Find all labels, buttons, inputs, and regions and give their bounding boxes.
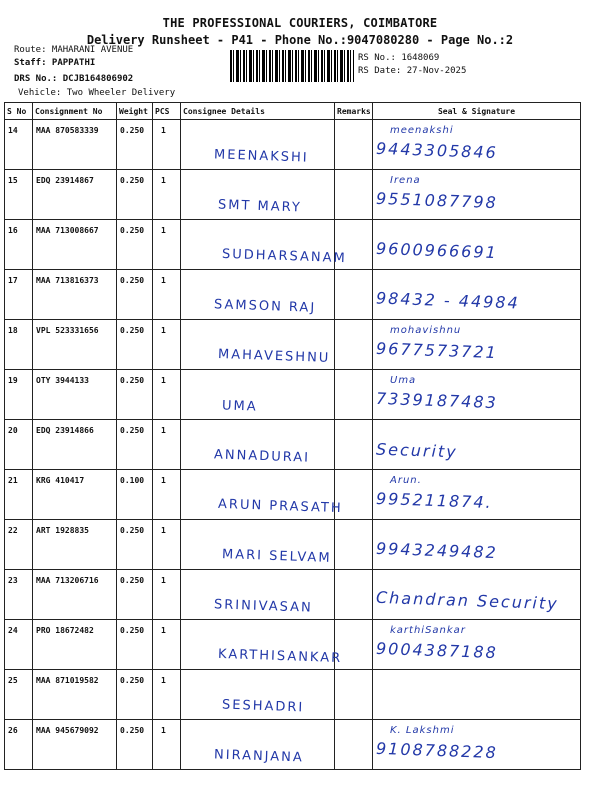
sno-value: 23 — [8, 576, 18, 585]
vehicle-label: Vehicle: Two Wheeler Delivery — [18, 88, 176, 98]
cell-weight — [117, 270, 153, 320]
weight-value: 0.250 — [120, 176, 145, 185]
signature-text: K. Lakshmi — [390, 725, 455, 736]
cell-pcs — [153, 470, 181, 520]
col-header-consignee: Consignee Details — [181, 103, 335, 120]
consignment-value: MAA 713008667 — [36, 226, 99, 235]
col-header-remarks: Remarks — [335, 103, 373, 120]
cell-remarks — [335, 320, 373, 370]
cell-pcs — [153, 520, 181, 570]
signature-text: Uma — [390, 375, 417, 386]
weight-value: 0.250 — [120, 426, 145, 435]
cell-consignment — [33, 420, 117, 470]
pcs-value: 1 — [161, 176, 166, 185]
consignee-handwritten-name: SUDHARSANAM — [221, 246, 347, 267]
cell-sno — [5, 470, 33, 520]
route-label: Route: MAHARANI AVENUE — [14, 45, 134, 55]
col-header-sno: S No — [5, 103, 33, 120]
pcs-value: 1 — [161, 576, 166, 585]
cell-remarks — [335, 370, 373, 420]
cell-weight — [117, 520, 153, 570]
cell-remarks — [335, 420, 373, 470]
pcs-value: 1 — [161, 426, 166, 435]
cell-sno — [5, 320, 33, 370]
signature-text: Irena — [390, 175, 421, 186]
weight-value: 0.250 — [120, 576, 145, 585]
weight-value: 0.100 — [120, 476, 145, 485]
cell-remarks — [335, 170, 373, 220]
drs-number: DRS No.: DCJB164806902 — [14, 74, 134, 84]
document-subtitle: Delivery Runsheet - P41 - Phone No.:9047080280 - Page No.:2 — [86, 33, 514, 47]
consignee-handwritten-name: SRINIVASAN — [213, 597, 313, 616]
cell-sno — [5, 670, 33, 720]
pcs-value: 1 — [161, 526, 166, 535]
cell-consignee — [181, 370, 335, 420]
pcs-value: 1 — [161, 226, 166, 235]
rs-number: RS No.: 1648069 — [358, 53, 440, 63]
cell-sno — [5, 270, 33, 320]
cell-pcs — [153, 220, 181, 270]
cell-weight — [117, 320, 153, 370]
cell-pcs — [153, 270, 181, 320]
cell-consignment — [33, 320, 117, 370]
consignment-value: MAA 713816373 — [36, 276, 99, 285]
cell-consignment — [33, 720, 117, 770]
signature-text: mohavishnu — [390, 325, 462, 336]
weight-value: 0.250 — [120, 326, 145, 335]
sno-value: 25 — [8, 676, 18, 685]
consignee-handwritten-name: SAMSON RAJ — [213, 297, 317, 316]
pcs-value: 1 — [161, 126, 166, 135]
consignment-value: KRG 410417 — [36, 476, 85, 485]
table-header-row — [5, 103, 581, 120]
pcs-value: 1 — [161, 676, 166, 685]
signature-phone: 9004387188 — [375, 638, 499, 663]
sno-value: 19 — [8, 376, 18, 385]
sno-value: 24 — [8, 626, 18, 635]
cell-pcs — [153, 320, 181, 370]
consignee-handwritten-name: NIRANJANA — [213, 747, 305, 766]
cell-sno — [5, 170, 33, 220]
col-header-pcs: PCS — [153, 103, 181, 120]
cell-pcs — [153, 370, 181, 420]
document-title: THE PROFESSIONAL COURIERS, COIMBATORE — [162, 16, 438, 30]
cell-weight — [117, 370, 153, 420]
cell-weight — [117, 120, 153, 170]
consignment-value: MAA 870583339 — [36, 126, 99, 135]
cell-remarks — [335, 670, 373, 720]
consignee-handwritten-name: ANNADURAI — [213, 447, 311, 466]
cell-weight — [117, 670, 153, 720]
signature-phone: 995211874. — [375, 488, 493, 513]
signature-phone: Chandran Security — [375, 587, 560, 614]
cell-remarks — [335, 520, 373, 570]
pcs-value: 1 — [161, 376, 166, 385]
signature-phone: 9108788228 — [375, 738, 499, 763]
pcs-value: 1 — [161, 726, 166, 735]
pcs-value: 1 — [161, 626, 166, 635]
weight-value: 0.250 — [120, 676, 145, 685]
cell-sno — [5, 620, 33, 670]
cell-pcs — [153, 570, 181, 620]
cell-seal — [373, 670, 581, 720]
signature-phone: 9600966691 — [375, 238, 499, 263]
pcs-value: 1 — [161, 476, 166, 485]
cell-remarks — [335, 270, 373, 320]
cell-consignment — [33, 220, 117, 270]
consignee-handwritten-name: MARI SELVAM — [221, 547, 332, 566]
consignment-value: MAA 713206716 — [36, 576, 99, 585]
signature-phone: 9943249482 — [375, 538, 499, 563]
cell-pcs — [153, 670, 181, 720]
cell-consignment — [33, 270, 117, 320]
consignment-value: MAA 945679092 — [36, 726, 99, 735]
cell-weight — [117, 620, 153, 670]
cell-weight — [117, 220, 153, 270]
col-header-weight: Weight — [117, 103, 153, 120]
cell-pcs — [153, 620, 181, 670]
cell-remarks — [335, 720, 373, 770]
consignment-value: PRO 18672482 — [36, 626, 94, 635]
rs-date: RS Date: 27-Nov-2025 — [358, 66, 467, 76]
cell-pcs — [153, 170, 181, 220]
sno-value: 18 — [8, 326, 18, 335]
pcs-value: 1 — [161, 326, 166, 335]
cell-consignment — [33, 620, 117, 670]
cell-sno — [5, 420, 33, 470]
weight-value: 0.250 — [120, 626, 145, 635]
sno-value: 26 — [8, 726, 18, 735]
weight-value: 0.250 — [120, 726, 145, 735]
weight-value: 0.250 — [120, 526, 145, 535]
weight-value: 0.250 — [120, 126, 145, 135]
consignment-value: VPL 523331656 — [36, 326, 99, 335]
consignee-handwritten-name: SMT MARY — [217, 197, 303, 216]
consignee-handwritten-name: ARUN PRASATH — [217, 496, 343, 517]
signature-phone: Security — [375, 439, 459, 462]
consignment-value: OTY 3944133 — [36, 376, 89, 385]
cell-pcs — [153, 420, 181, 470]
consignee-handwritten-name: KARTHISANKAR — [217, 646, 343, 667]
consignee-handwritten-name: MAHAVESHNU — [217, 347, 331, 366]
sno-value: 14 — [8, 126, 18, 135]
cell-pcs — [153, 120, 181, 170]
sno-value: 17 — [8, 276, 18, 285]
cell-remarks — [335, 570, 373, 620]
consignee-handwritten-name: SESHADRI — [221, 697, 305, 716]
signature-phone: 7339187483 — [375, 388, 499, 413]
consignment-value: ART 1928835 — [36, 526, 89, 535]
consignment-value: EDQ 23914867 — [36, 176, 94, 185]
cell-consignment — [33, 470, 117, 520]
signature-text: meenakshi — [390, 125, 454, 136]
cell-sno — [5, 720, 33, 770]
cell-sno — [5, 570, 33, 620]
barcode-image — [230, 50, 354, 82]
pcs-value: 1 — [161, 276, 166, 285]
sno-value: 22 — [8, 526, 18, 535]
cell-weight — [117, 420, 153, 470]
consignee-handwritten-name: MEENAKSHI — [213, 147, 309, 166]
cell-sno — [5, 520, 33, 570]
cell-consignment — [33, 170, 117, 220]
sno-value: 16 — [8, 226, 18, 235]
cell-consignment — [33, 370, 117, 420]
signature-phone: 9443305846 — [375, 138, 499, 163]
cell-consignment — [33, 520, 117, 570]
weight-value: 0.250 — [120, 376, 145, 385]
cell-sno — [5, 120, 33, 170]
cell-weight — [117, 470, 153, 520]
cell-weight — [117, 170, 153, 220]
staff-label: Staff: PAPPATHI — [14, 58, 96, 68]
consignment-value: MAA 871019582 — [36, 676, 99, 685]
consignee-handwritten-name: UMA — [221, 398, 258, 415]
cell-weight — [117, 570, 153, 620]
weight-value: 0.250 — [120, 226, 145, 235]
cell-weight — [117, 720, 153, 770]
cell-sno — [5, 220, 33, 270]
sno-value: 21 — [8, 476, 18, 485]
signature-phone: 98432 - 44984 — [375, 288, 521, 313]
signature-phone: 9677573721 — [375, 338, 499, 363]
signature-phone: 9551087798 — [375, 188, 499, 213]
signature-text: Arun. — [390, 475, 422, 486]
cell-remarks — [335, 120, 373, 170]
cell-consignment — [33, 670, 117, 720]
col-header-seal: Seal & Signature — [373, 103, 581, 120]
weight-value: 0.250 — [120, 276, 145, 285]
cell-pcs — [153, 720, 181, 770]
consignment-value: EDQ 23914866 — [36, 426, 94, 435]
sno-value: 20 — [8, 426, 18, 435]
col-header-consignment: Consignment No — [33, 103, 117, 120]
cell-sno — [5, 370, 33, 420]
signature-text: karthiSankar — [390, 625, 466, 636]
cell-consignment — [33, 120, 117, 170]
cell-consignment — [33, 570, 117, 620]
sno-value: 15 — [8, 176, 18, 185]
